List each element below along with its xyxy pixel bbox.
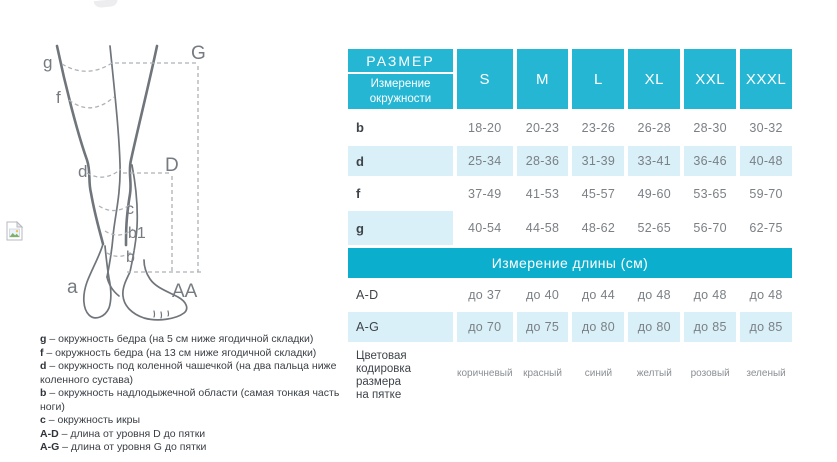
cell-f-s: 37-49 [468, 186, 502, 201]
legend-text: – окружность надлодыжечной области (самая тонкая часть ноги) [40, 387, 340, 413]
legend-item-d [40, 360, 354, 387]
heel-color-s: коричневый [457, 368, 513, 379]
cell-g-xxxl: 62-75 [749, 221, 783, 235]
circumference-header-label: Измерение окружности [369, 78, 432, 105]
legend-text: – длина от уровня D до пятки [61, 427, 206, 440]
cropped-image-artifact [94, 0, 119, 8]
cell-g-xl: 52-65 [637, 221, 672, 235]
cell-g-s: 40-54 [468, 221, 502, 235]
mark-a: a [67, 277, 78, 298]
cell-d-m: 28-36 [517, 146, 569, 176]
legend-key: A-D [40, 427, 59, 440]
legend-key: b [40, 387, 47, 399]
heel-color-label-line: размера [356, 376, 402, 388]
heel-color-xl: желтый [636, 368, 672, 379]
cell-ad-s: до 37 [468, 288, 502, 302]
legend-item-b [40, 387, 354, 414]
cell-f-l: 45-57 [581, 186, 616, 201]
mark-g: g [43, 53, 53, 72]
row-label-g: g [348, 211, 453, 245]
legend-text: – окружность бедра (на 13 см ниже ягодичной складки) [46, 346, 317, 359]
cell-g-l: 48-62 [581, 221, 616, 235]
cell-b-l: 23-26 [581, 120, 616, 135]
cell-ad-xxxl: до 48 [749, 288, 783, 302]
cell-d-xl: 33-41 [628, 146, 680, 176]
size-table [348, 49, 792, 412]
heel-color-label-line: Цветовая [356, 350, 407, 362]
cell-g-xxl: 56-70 [693, 221, 727, 235]
cell-f-m: 41-53 [525, 186, 560, 201]
cell-b-xl: 26-28 [637, 120, 672, 135]
cell-f-xl: 49-60 [637, 186, 672, 201]
cell-f-xxxl: 59-70 [749, 186, 783, 201]
mark-b1: b1 [128, 225, 146, 242]
cell-ag-s: до 70 [457, 312, 513, 342]
broken-image-icon [6, 221, 23, 241]
cell-d-xxl: 36-46 [684, 146, 736, 176]
cell-b-s: 18-20 [468, 120, 502, 135]
row-label-ad: A-D [356, 288, 379, 302]
size-col-header-xl: XL [628, 49, 680, 109]
row-label-heel-color [348, 342, 453, 412]
size-col-header-xxxl: XXXL [740, 49, 792, 109]
legend-item-ag [40, 441, 354, 455]
cell-ad-m: до 40 [525, 288, 560, 302]
cell-ag-xxl: до 85 [684, 312, 736, 342]
measurement-legend [40, 333, 354, 455]
cell-d-s: 25-34 [457, 146, 513, 176]
mark-G: G [191, 43, 206, 64]
mark-c: c [126, 201, 134, 218]
legend-item-c [40, 414, 354, 428]
cell-ag-xl: до 80 [628, 312, 680, 342]
cell-ad-xl: до 48 [637, 288, 671, 302]
size-col-header-s: S [457, 49, 513, 109]
mark-AA: AA [172, 281, 198, 302]
table-corner-cell [348, 49, 453, 109]
legend-key: c [40, 414, 46, 426]
cell-ag-xxxl: до 85 [740, 312, 792, 342]
cell-f-xxl: 53-65 [693, 186, 727, 201]
row-label-d: d [348, 146, 453, 176]
legend-text: – окружность икры [48, 414, 140, 426]
cell-ad-l: до 44 [581, 288, 615, 302]
mark-f: f [56, 88, 61, 107]
cell-d-l: 31-39 [572, 146, 624, 176]
row-label-ag: A-G [348, 312, 453, 342]
cell-ad-xxl: до 48 [693, 288, 727, 302]
heel-color-xxxl: зеленый [746, 368, 786, 379]
cell-ag-l: до 80 [572, 312, 624, 342]
row-label-b: b [356, 120, 364, 135]
legend-key: f [40, 346, 44, 359]
cell-b-xxxl: 30-32 [749, 120, 783, 135]
mark-D: D [165, 155, 179, 176]
cell-b-xxl: 28-30 [693, 120, 727, 135]
legend-key: g [40, 333, 47, 345]
heel-color-m: красный [523, 368, 562, 379]
size-col-header-xxl: XXL [684, 49, 736, 109]
legend-item-g [40, 333, 354, 347]
legend-item-f [40, 347, 354, 361]
legend-key: d [40, 360, 47, 372]
legend-text: – окружность бедра (на 5 см ниже ягодичной складки) [49, 333, 314, 345]
size-col-header-m: M [517, 49, 569, 109]
legend-item-ad [40, 428, 354, 442]
size-header-label: РАЗМЕР [348, 49, 453, 74]
heel-color-xxl: розовый [690, 368, 730, 379]
heel-color-l: синий [584, 368, 613, 379]
length-section-header: Измерение длины (см) [348, 248, 792, 278]
heel-color-label-line: кодировка [356, 363, 412, 375]
size-col-header-l: L [572, 49, 624, 109]
mark-b: b [126, 249, 135, 266]
legend-text: – окружность под коленной чашечкой (на два пальца ниже коленного сустава) [40, 360, 337, 386]
cell-ag-m: до 75 [517, 312, 569, 342]
cell-d-xxxl: 40-48 [740, 146, 792, 176]
leg-measurement-diagram [26, 34, 241, 329]
legend-key: A-G [40, 441, 60, 453]
mark-d: d [78, 162, 88, 181]
heel-color-label-line: на пятке [356, 389, 402, 401]
cell-b-m: 20-23 [525, 120, 560, 135]
row-label-f: f [356, 186, 361, 201]
cell-g-m: 44-58 [525, 221, 560, 235]
legend-text: – длина от уровня G до пятки [62, 441, 207, 453]
